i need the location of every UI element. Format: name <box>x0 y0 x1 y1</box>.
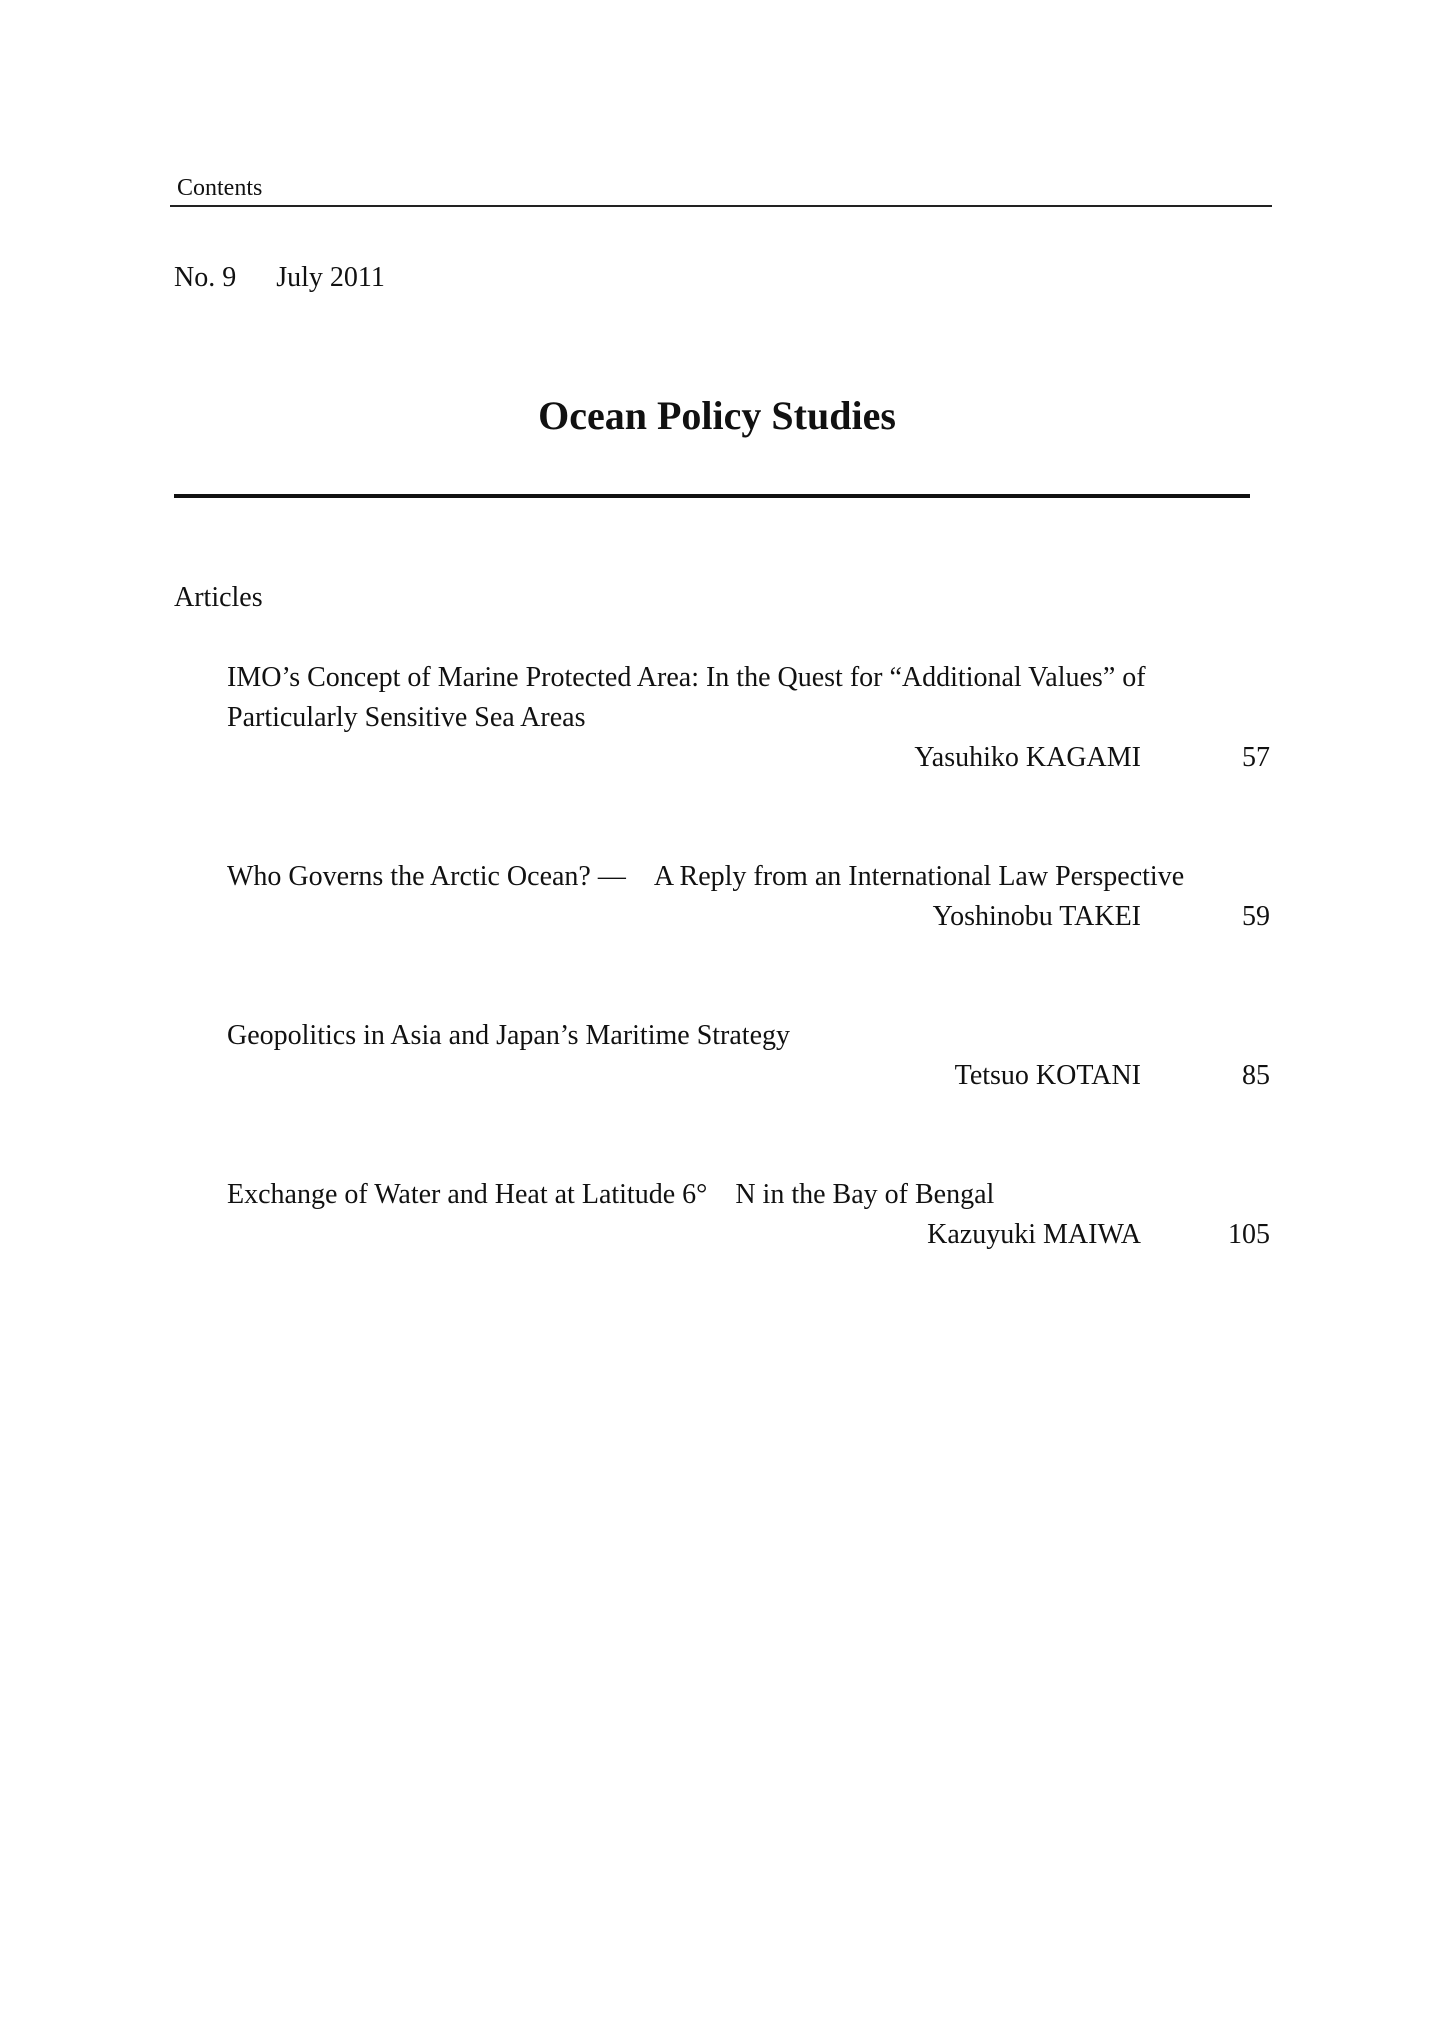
toc-entry[interactable] <box>227 1175 1273 1255</box>
journal-title: Ocean Policy Studies <box>538 393 896 438</box>
entry-page-number: 57 <box>1242 742 1270 773</box>
entry-author: Yasuhiko KAGAMI <box>914 742 1141 773</box>
entry-page-number: 59 <box>1242 901 1270 932</box>
section-heading: Articles <box>174 582 263 613</box>
entry-title: Who Governs the Arctic Ocean? — A Reply from an International Law Perspective <box>227 861 1185 892</box>
issue-date: July 2011 <box>276 262 385 293</box>
entry-title: IMO’s Concept of Marine Protected Area: In the Quest for “Additional Values” of Particularly Sensitive Sea Areas <box>227 662 1146 733</box>
entry-page-number: 105 <box>1228 1219 1270 1250</box>
entry-meta <box>227 897 1273 937</box>
header-rule <box>170 205 1272 207</box>
entry-page-number: 85 <box>1242 1060 1270 1091</box>
title-rule <box>174 494 1250 498</box>
toc-entry[interactable] <box>227 658 1273 778</box>
toc-entry[interactable] <box>227 1016 1273 1096</box>
entry-meta <box>227 1215 1273 1255</box>
entry-author: Yoshinobu TAKEI <box>932 901 1141 932</box>
toc-entry[interactable] <box>227 857 1273 937</box>
entry-meta <box>227 738 1273 778</box>
entry-title: Geopolitics in Asia and Japan’s Maritime Strategy <box>227 1020 791 1051</box>
running-head: Contents <box>177 175 263 201</box>
entry-author: Tetsuo KOTANI <box>954 1060 1141 1091</box>
issue-line <box>174 262 385 294</box>
entry-title: Exchange of Water and Heat at Latitude 6° N in the Bay of Bengal <box>227 1179 995 1210</box>
entry-meta <box>227 1056 1273 1096</box>
issue-number: No. 9 <box>174 262 237 293</box>
entry-author: Kazuyuki MAIWA <box>927 1219 1141 1250</box>
